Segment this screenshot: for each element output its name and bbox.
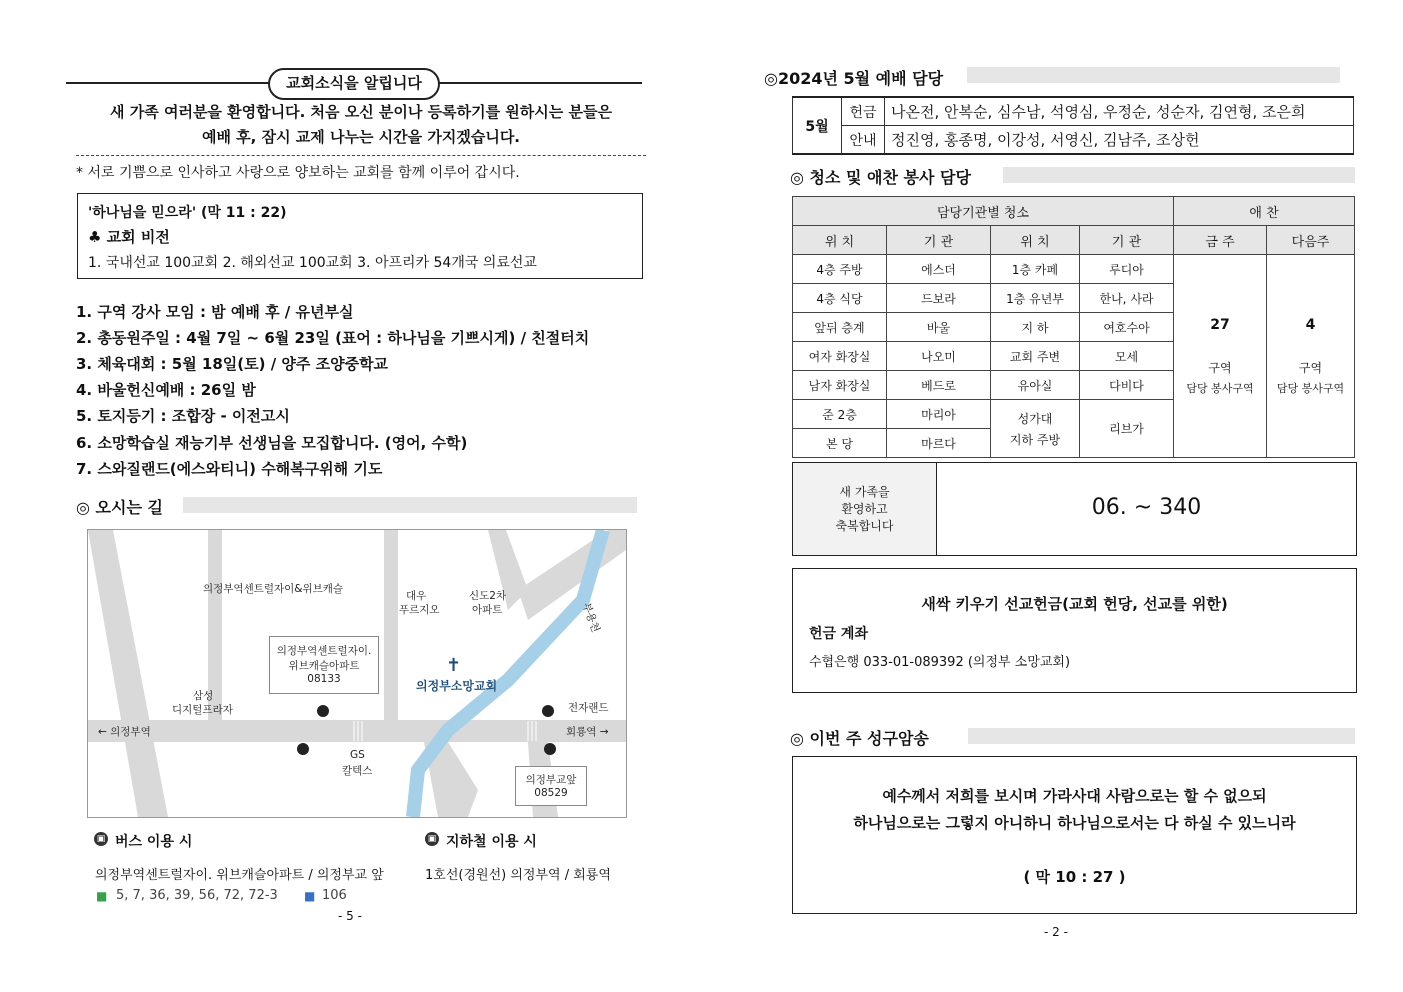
col-header: 기 관 <box>1080 226 1174 255</box>
col-header: 금 주 <box>1174 226 1267 255</box>
cell: 유아실 <box>991 371 1080 400</box>
bus-blue-numbers: 106 <box>322 888 347 903</box>
news-item: 5. 토지등기 : 조합장 - 이전고시 <box>76 407 290 425</box>
duty-bar <box>967 67 1340 83</box>
col-header: 기 관 <box>887 226 991 255</box>
cell: 앞뒤 층계 <box>793 313 887 342</box>
duty-label: 헌금 <box>842 97 885 126</box>
bus-stop-icon <box>542 705 554 717</box>
cell: 여자 화장실 <box>793 342 887 371</box>
verse-title: ◎ 이번 주 성구암송 <box>790 729 929 748</box>
cell: 나오미 <box>887 342 991 371</box>
duty-title: ◎2024년 5월 예배 담당 <box>764 69 944 88</box>
verse-ref: ( 막 10 : 27 ) <box>1023 868 1126 886</box>
map-church: 의정부소망교회 <box>416 679 498 693</box>
map-right-station: 회룡역 → <box>566 726 609 738</box>
meal-next-unit: 구역 <box>1298 360 1323 375</box>
duty-table <box>792 96 1354 155</box>
clean-header: 담당기관별 청소 <box>793 197 1174 226</box>
map-sindo-2: 아파트 <box>472 604 503 616</box>
verse-box <box>792 756 1357 914</box>
map-gs-1: GS <box>350 749 365 761</box>
verse-line-1: 예수께서 저희를 보시며 가라사대 사람으로는 할 수 없으되 <box>882 787 1267 805</box>
bus-stop-1-box <box>269 636 379 694</box>
offering-account: 수협은행 033-01-089392 (의정부 소망교회) <box>809 655 1071 670</box>
meal-this-num: 27 <box>1210 316 1230 333</box>
new-family-label-1: 새 가족을 <box>839 485 890 499</box>
directions-title: ◎ 오시는 길 <box>76 498 163 517</box>
bus-icon: ▣ <box>94 832 108 846</box>
meal-this-week <box>1174 255 1267 458</box>
map-complex: 의정부역센트럴자이&위브캐슬 <box>203 583 344 595</box>
col-header: 위 치 <box>793 226 887 255</box>
news-item: 6. 소망학습실 재능기부 선생님을 모집합니다. (영어, 수학) <box>76 434 468 452</box>
banner-title: 교회소식을 알립니다 <box>268 68 440 100</box>
green-bus-icon: ■ <box>96 889 108 903</box>
meal-next-num: 4 <box>1305 316 1316 333</box>
meal-next-week <box>1267 255 1355 458</box>
meal-header: 애 찬 <box>1174 197 1355 226</box>
news-item: 4. 바울헌신예배 : 26일 밤 <box>76 381 256 399</box>
stop2-line1: 의정부교앞 <box>525 774 577 786</box>
verse-line-2: 하나님으로는 그렇지 아니하니 하나님으로서는 다 하실 수 있느니라 <box>853 814 1296 832</box>
new-family-value: 06. ~ 340 <box>1091 495 1202 520</box>
map-stream: 부용천 <box>579 601 602 635</box>
map-gs-2: 칼텍스 <box>342 765 373 777</box>
cell: 남자 화장실 <box>793 371 887 400</box>
subway-icon: ▣ <box>425 832 439 846</box>
vision-verse: '하나님을 믿으라' (막 11 : 22) <box>88 205 287 221</box>
vision-content: 1. 국내선교 100교회 2. 해외선교 100교회 3. 아프리카 54개국 의료선교 <box>88 255 537 271</box>
map-left-station: ← 의정부역 <box>98 726 151 738</box>
duty-names: 나온전, 안복순, 심수남, 석영심, 우정순, 성순자, 김연형, 조은희 <box>885 97 1354 126</box>
stop1-line3: 08133 <box>307 673 341 685</box>
stop1-line1: 의정부역센트럴자이. <box>276 645 372 657</box>
map-eonjin: 전자랜드 <box>568 702 609 714</box>
cell: 여호수아 <box>1080 313 1174 342</box>
subway-desc: 1호선(경원선) 의정부역 / 회룡역 <box>425 868 611 883</box>
offering-sub: 헌금 계좌 <box>809 626 868 642</box>
cell: 4층 식당 <box>793 284 887 313</box>
duty-names: 정진영, 홍종명, 이강성, 서영신, 김남주, 조상헌 <box>885 126 1354 155</box>
cell: 드보라 <box>887 284 991 313</box>
merged-org: 리브가 <box>1080 400 1174 458</box>
news-item: 1. 구역 강사 모임 : 밤 예배 후 / 유년부실 <box>76 303 354 321</box>
cell: 바울 <box>887 313 991 342</box>
new-family-label-2: 환영하고 <box>841 502 888 516</box>
duty-label: 안내 <box>842 126 885 155</box>
cell: 준 2층 <box>793 400 887 429</box>
vision-box <box>77 193 643 279</box>
cell: 에스더 <box>887 255 991 284</box>
cell: 모세 <box>1080 342 1174 371</box>
subway-title: 지하철 이용 시 <box>446 834 537 850</box>
cell: 마르다 <box>887 429 991 458</box>
bus-stop-icon <box>317 705 329 717</box>
cell: 지 하 <box>991 313 1080 342</box>
cell: 본 당 <box>793 429 887 458</box>
cell: 교회 주변 <box>991 342 1080 371</box>
map-samsung-2: 디지털프라자 <box>172 704 233 716</box>
bus-stop-icon <box>544 743 556 755</box>
welcome-line-1: 새 가족 여러분을 환영합니다. 처음 오신 분이나 등록하기를 원하시는 분들은 <box>110 103 612 121</box>
map-samsung-1: 삼성 <box>193 690 214 702</box>
church-cross-icon: ✝ <box>446 655 462 676</box>
col-header: 다음주 <box>1267 226 1355 255</box>
bus-green-numbers: 5, 7, 36, 39, 56, 72, 72-3 <box>116 888 278 903</box>
meal-this-unit: 구역 <box>1208 360 1232 375</box>
cell: 마리아 <box>887 400 991 429</box>
map-daewoo-2: 푸르지오 <box>399 604 440 616</box>
merged-loc-2: 지하 주방 <box>1009 432 1061 447</box>
news-item: 2. 총동원주일 : 4월 7일 ~ 6월 23일 (표어 : 하나님을 기쁘시게) / 친절터치 <box>76 329 590 347</box>
clean-table <box>792 196 1355 458</box>
merged-location <box>991 400 1080 458</box>
meal-this-desc: 담당 봉사구역 <box>1186 381 1254 395</box>
divider <box>76 155 646 156</box>
verse-bar <box>968 728 1355 744</box>
bus-stops: 의정부역센트럴자이. 위브캐슬아파트 / 의정부교 앞 <box>95 868 384 883</box>
page-number-left: - 5 - <box>338 909 362 923</box>
new-family-box <box>792 462 1357 556</box>
directions-bar <box>183 497 637 513</box>
offering-title: 새싹 키우기 선교헌금(교회 헌당, 선교를 위한) <box>921 595 1228 613</box>
merged-loc-1: 성가대 <box>1017 411 1053 426</box>
vision-heading: ♣ 교회 비전 <box>88 228 170 246</box>
blue-bus-icon: ■ <box>304 889 316 903</box>
page-number-right: - 2 - <box>1044 925 1068 939</box>
stop1-line2: 위브캐슬아파트 <box>288 660 360 672</box>
cell: 다비다 <box>1080 371 1174 400</box>
col-header: 위 치 <box>991 226 1080 255</box>
cell: 1층 유년부 <box>991 284 1080 313</box>
map-sindo-1: 신도2차 <box>469 590 507 602</box>
bus-stop-2-box <box>515 766 587 806</box>
meal-next-desc: 담당 봉사구역 <box>1276 381 1345 395</box>
cell: 4층 주방 <box>793 255 887 284</box>
bus-stop-icon <box>297 743 309 755</box>
clean-title: ◎ 청소 및 애찬 봉사 담당 <box>790 168 971 187</box>
cell: 한나, 사라 <box>1080 284 1174 313</box>
news-item: 7. 스와질랜드(에스와티니) 수해복구위해 기도 <box>76 460 383 478</box>
duty-month: 5월 <box>793 97 842 154</box>
map-daewoo-1: 대우 <box>406 590 427 602</box>
new-family-label-3: 축복합니다 <box>835 519 894 533</box>
location-map <box>87 529 627 818</box>
bus-title: 버스 이용 시 <box>115 834 193 850</box>
cell: 루디아 <box>1080 255 1174 284</box>
cell: 베드로 <box>887 371 991 400</box>
welcome-line-2: 예배 후, 잠시 교제 나누는 시간을 가지겠습니다. <box>201 128 521 146</box>
stop2-line2: 08529 <box>534 787 568 799</box>
clean-bar <box>1003 167 1355 183</box>
offering-box <box>792 568 1357 693</box>
cell: 1층 카페 <box>991 255 1080 284</box>
news-item: 3. 체육대회 : 5월 18일(토) / 양주 조양중학교 <box>76 355 389 373</box>
note-text: * 서로 기쁨으로 인사하고 사랑으로 양보하는 교회를 함께 이루어 갑시다. <box>76 165 520 181</box>
